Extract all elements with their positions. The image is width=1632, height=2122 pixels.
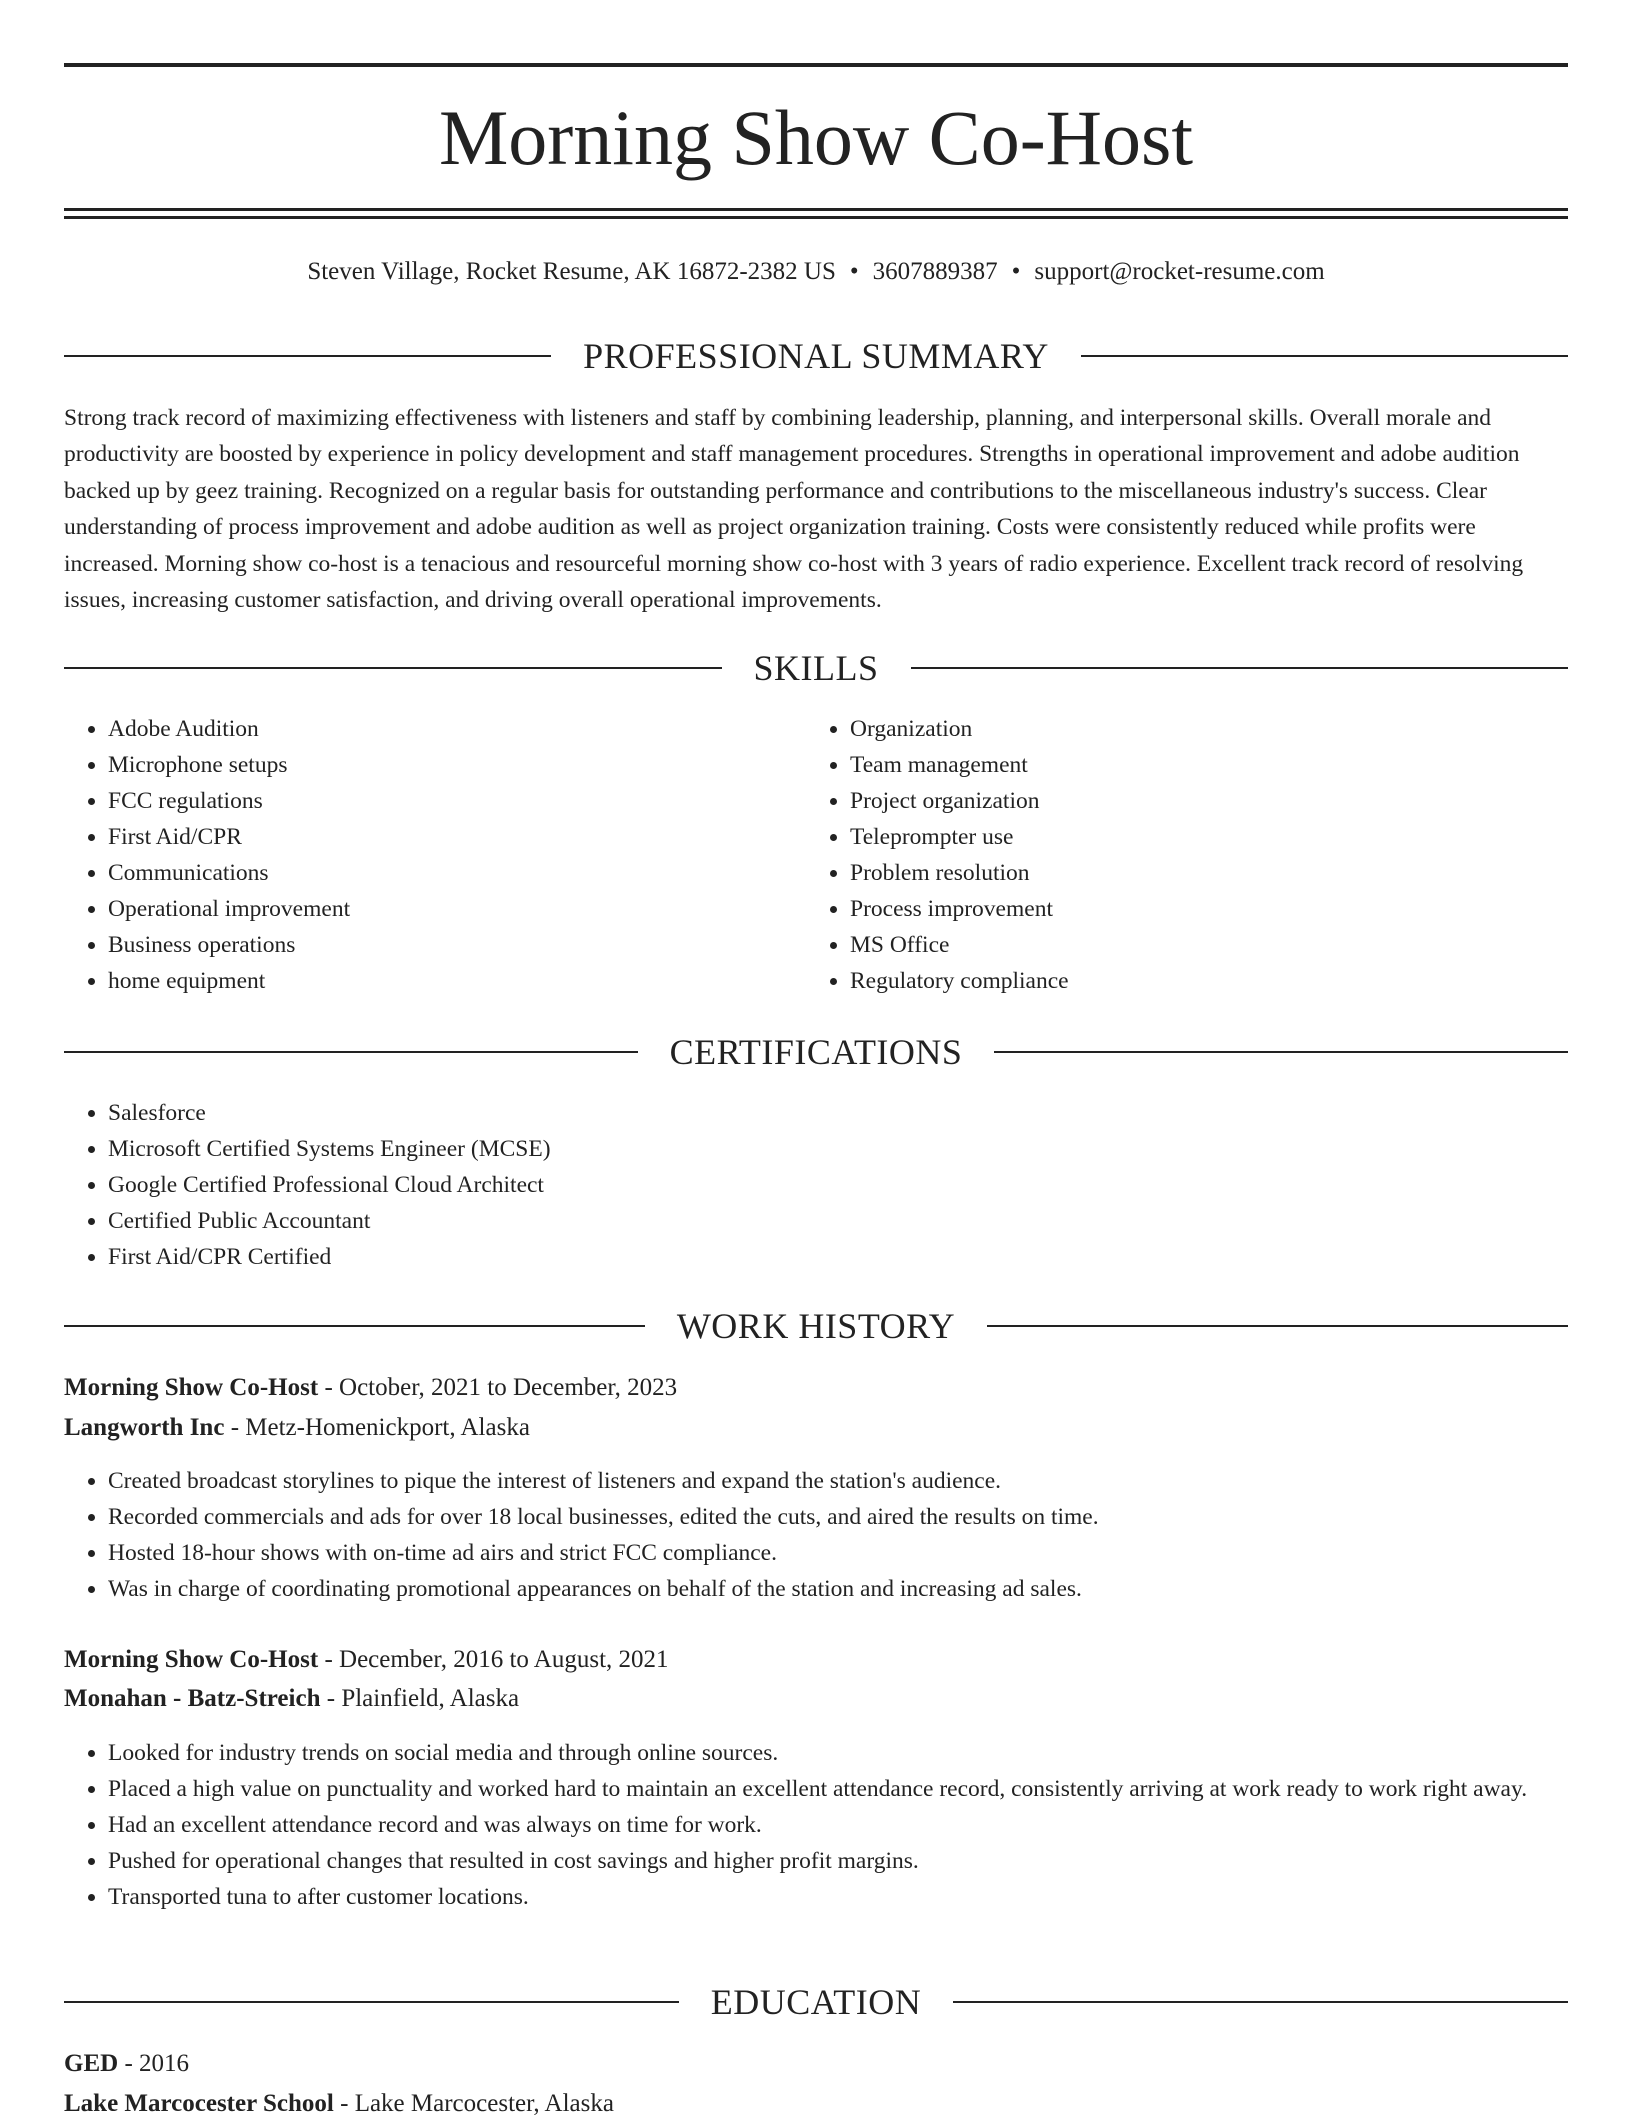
job-bullets [64,1735,1568,1915]
education-degree-line [64,2046,1568,2082]
section-header-certifications [64,1030,1568,1074]
title-rule-upper [64,208,1568,211]
contact-separator: • [1011,258,1021,285]
resume-title: Morning Show Co-Host [438,94,1194,181]
section-rule [994,1051,1568,1053]
skill-item: • Microphone setups [108,747,808,783]
job-company-line [64,1410,1568,1446]
skill-item: • Business operations [108,927,808,963]
section-rule [953,2001,1568,2003]
job-bullet: • Created broadcast storylines to pique the interest of listeners and expand the station's audience. [108,1463,1568,1499]
job-title: Morning Show Co-Host [64,1646,319,1673]
certification-item: • Microsoft Certified Systems Engineer (MCSE) [108,1131,1568,1167]
summary-text: Strong track record of maximizing effectiveness with listeners and staff by combining leadership, planning, and interpersonal skills. Overall morale and productivity are boosted by experience in policy development and staff management procedures. Strengths in operational improvement and adobe audition backed up by geez training. Recognized on a regular basis for outstanding performance and contributions to the miscellaneous industry's success. Clear understanding of process improvement and adobe audition as well as project organization training. Costs were consistently reduced while profits were increased. Morning show co-host is a tenacious and resourceful morning show co-host with 3 years of radio experience. Excellent track record of resolving issues, increasing customer satisfaction, and driving overall operational improvements. [64,405,1524,614]
job-dash: - [230,1414,240,1441]
skill-item: • Operational improvement [108,891,808,927]
job-company: Monahan - Batz-Streich [64,1685,321,1712]
section-title-work: WORK HISTORY [676,1306,956,1346]
job-dash: - [326,1685,336,1712]
title-rule-lower [64,216,1568,219]
section-rule [911,667,1569,669]
skill-item: • Problem resolution [850,855,1570,891]
skill-item: • First Aid/CPR [108,819,808,855]
section-title-certifications: CERTIFICATIONS [669,1032,963,1072]
job-title: Morning Show Co-Host [64,1374,319,1401]
certification-item: • Google Certified Professional Cloud Architect [108,1167,1568,1203]
skill-item: • Organization [850,711,1570,747]
education-degree: GED [64,2050,119,2077]
section-rule [64,2001,679,2003]
certification-item: • First Aid/CPR Certified [108,1239,1568,1275]
job-bullet: • Looked for industry trends on social media and through online sources. [108,1735,1568,1771]
contact-address: Steven Village, Rocket Resume, AK 16872-2382 US [307,258,836,285]
section-rule [64,1325,645,1327]
job-dash: - [324,1646,333,1673]
job-company: Langworth Inc [64,1414,225,1441]
section-header-education [64,1980,1568,2024]
job-title-line [64,1370,1568,1406]
job-bullet: • Pushed for operational changes that resulted in cost savings and higher profit margins. [108,1843,1568,1879]
job-bullet: • Transported tuna to after customer locations. [108,1879,1568,1915]
certification-item: • Salesforce [108,1095,1568,1131]
section-rule [987,1325,1568,1327]
skill-item: • home equipment [108,963,808,999]
skill-item: • Project organization [850,783,1570,819]
skill-item: • Adobe Audition [108,711,808,747]
skill-item: • FCC regulations [108,783,808,819]
education-dash: - [340,2090,349,2117]
section-rule [1081,355,1568,357]
job-bullet: • Had an excellent attendance record and was always on time for work. [108,1807,1568,1843]
job-dash: - [324,1374,333,1401]
skill-item: • Regulatory compliance [850,963,1570,999]
education-school-line [64,2086,1568,2122]
job-dates: October, 2021 to December, 2023 [339,1374,678,1401]
section-rule [64,667,722,669]
top-rule [64,63,1568,67]
certifications-list [64,1095,1568,1275]
job-bullet: • Placed a high value on punctuality and worked hard to maintain an excellent attendance record, consistently arriving at work ready to work right away. [108,1771,1568,1807]
job-dates: December, 2016 to August, 2021 [339,1646,669,1673]
job-location: Plainfield, Alaska [341,1685,520,1712]
section-title-education: EDUCATION [710,1982,922,2022]
job-company-line [64,1681,1568,1717]
education-school: Lake Marcocester School [64,2090,334,2117]
section-header-skills [64,646,1568,690]
job-bullet: • Was in charge of coordinating promotional appearances on behalf of the station and increasing ad sales. [108,1571,1568,1607]
skill-item: • MS Office [850,927,1570,963]
skill-item: • Team management [850,747,1570,783]
job-location: Metz-Homenickport, Alaska [245,1414,530,1441]
contact-phone: 3607889387 [872,258,998,285]
job-title-line [64,1642,1568,1678]
education-dash: - [124,2050,133,2077]
skill-item: • Communications [108,855,808,891]
section-rule [64,355,551,357]
skill-item: • Process improvement [850,891,1570,927]
education-location: Lake Marcocester, Alaska [354,2090,614,2117]
skills-list-left [64,711,808,999]
contact-email: support@rocket-resume.com [1034,258,1325,285]
section-header-work [64,1304,1568,1348]
skills-list-right [806,711,1570,999]
certification-item: • Certified Public Accountant [108,1203,1568,1239]
skill-item: • Teleprompter use [850,819,1570,855]
section-title-skills: SKILLS [753,648,879,688]
job-bullet: • Recorded commercials and ads for over 18 local businesses, edited the cuts, and aired the results on time. [108,1499,1568,1535]
section-title-summary: PROFESSIONAL SUMMARY [583,336,1049,376]
section-rule [64,1051,638,1053]
education-year: 2016 [139,2050,190,2077]
section-header-summary [64,334,1568,378]
job-bullets [64,1463,1568,1607]
job-bullet: • Hosted 18-hour shows with on-time ad airs and strict FCC compliance. [108,1535,1568,1571]
contact-separator: • [849,258,859,285]
contact-line [64,254,1568,290]
